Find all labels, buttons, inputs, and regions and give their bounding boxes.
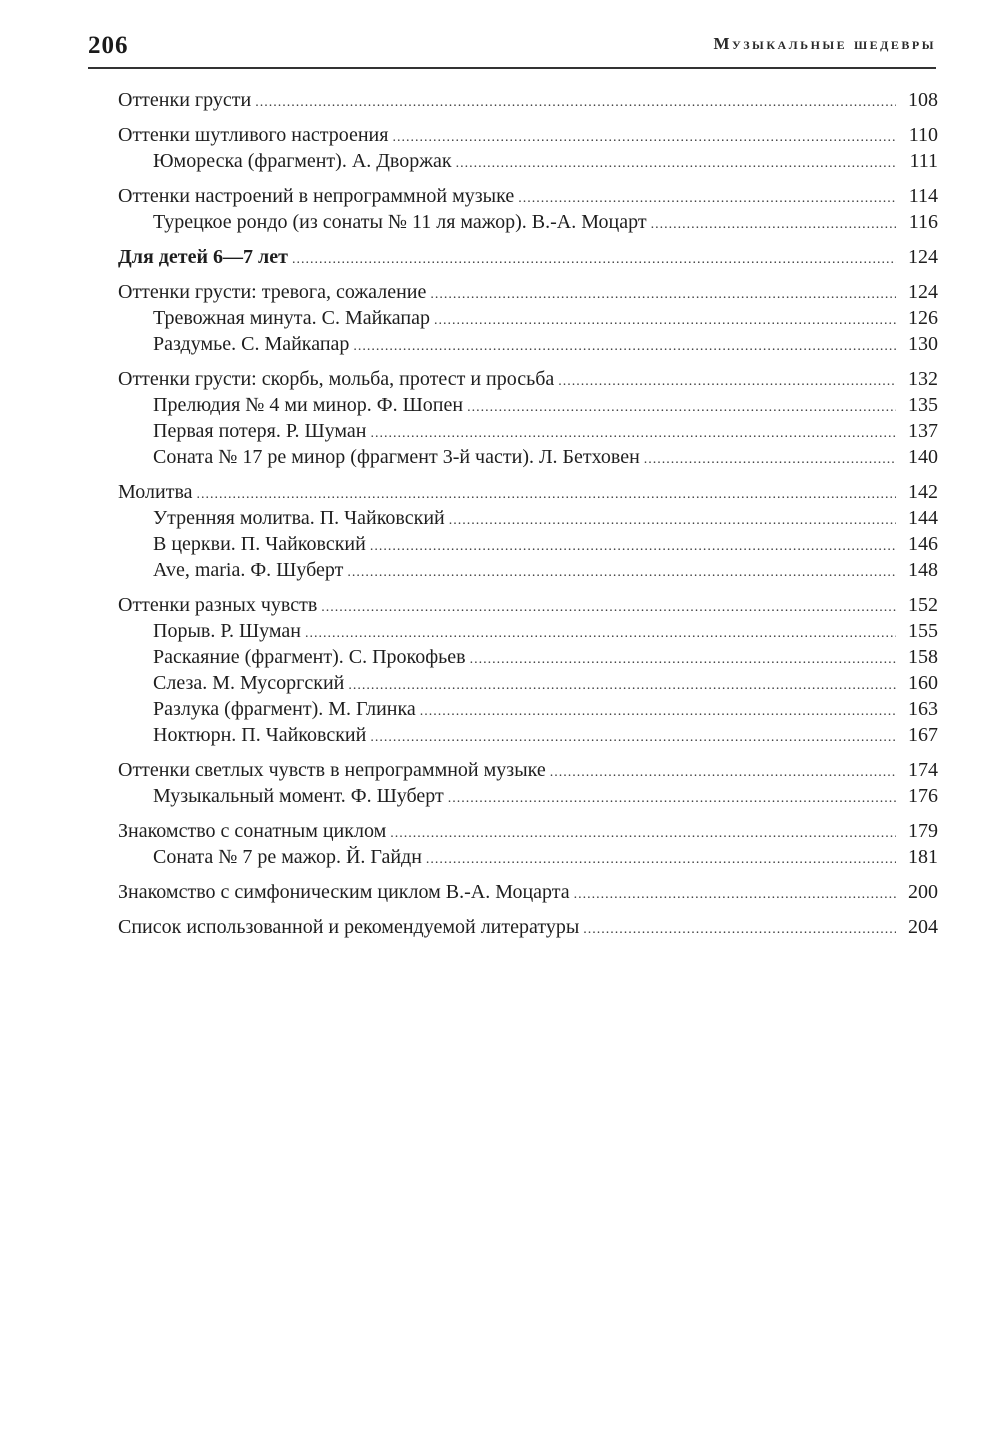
- toc-subentry-title: Музыкальный момент. Ф. Шуберт: [153, 785, 444, 807]
- toc-subentry: [118, 783, 938, 809]
- toc-subentry-title: Слеза. М. Мусоргский: [153, 672, 345, 694]
- toc-group: [118, 122, 938, 174]
- toc-entry: [118, 879, 938, 905]
- toc-subentry-title: Турецкое рондо (из сонаты № 11 ля мажор). В.-А. Моцарт: [153, 211, 647, 233]
- toc-subentry: [118, 618, 938, 644]
- toc-section-page: 124: [908, 246, 938, 268]
- toc-subentry: [118, 557, 938, 583]
- toc-entry-page: 124: [908, 281, 938, 303]
- toc-subentry: [118, 331, 938, 357]
- toc-subentry: [118, 505, 938, 531]
- toc-entry: [118, 818, 938, 844]
- toc-group: [118, 87, 938, 113]
- toc-entry: [118, 279, 938, 305]
- toc-subentry-page: 148: [908, 559, 938, 581]
- dot-leader: [353, 331, 896, 357]
- toc-subentry: [118, 209, 938, 235]
- toc-subentry-title: Раздумье. С. Майкапар: [153, 333, 350, 355]
- dot-leader: [574, 879, 896, 905]
- toc-group: [118, 757, 938, 809]
- dot-leader: [449, 505, 896, 531]
- toc-subentry-page: 111: [909, 150, 938, 172]
- toc-subentry-page: 116: [908, 211, 938, 233]
- toc-section-heading: [118, 244, 938, 270]
- toc-subentry-page: 158: [908, 646, 938, 668]
- dot-leader: [392, 122, 896, 148]
- toc-entry-page: 152: [908, 594, 938, 616]
- toc-entry-title: Оттенки грусти: [118, 89, 252, 111]
- toc-subentry: [118, 670, 938, 696]
- dot-leader: [518, 183, 896, 209]
- toc-subentry-title: Тревожная минута. С. Майкапар: [153, 307, 430, 329]
- running-title: Музыкальные шедевры: [713, 34, 936, 53]
- dot-leader: [370, 531, 896, 557]
- toc-group: [118, 279, 938, 357]
- toc-subentry: [118, 392, 938, 418]
- toc-entry-page: 179: [908, 820, 938, 842]
- dot-leader: [321, 592, 896, 618]
- dot-leader: [467, 392, 896, 418]
- toc-subentry: [118, 844, 938, 870]
- header-rule: [88, 67, 936, 69]
- toc-subentry-page: 144: [908, 507, 938, 529]
- toc-entry-title: Знакомство с симфоническим циклом В.-А. Моцарта: [118, 881, 570, 903]
- toc-subentry-title: Соната № 7 ре мажор. Й. Гайдн: [153, 846, 422, 868]
- dot-leader: [348, 670, 896, 696]
- dot-leader: [370, 418, 896, 444]
- toc-entry-page: 110: [908, 124, 938, 146]
- toc-entry-page: 132: [908, 368, 938, 390]
- dot-leader: [550, 757, 896, 783]
- page-number: 206: [88, 32, 129, 59]
- toc-subentry: [118, 444, 938, 470]
- dot-leader: [651, 209, 896, 235]
- toc-group: [118, 479, 938, 583]
- toc-subentry-title: Порыв. Р. Шуман: [153, 620, 301, 642]
- toc-entry-title: Оттенки шутливого настроения: [118, 124, 389, 146]
- dot-leader: [292, 244, 896, 270]
- dot-leader: [434, 305, 896, 331]
- dot-leader: [426, 844, 896, 870]
- toc-subentry-title: В церкви. П. Чайковский: [153, 533, 366, 555]
- toc-subentry-title: Юмореска (фрагмент). А. Дворжак: [153, 150, 452, 172]
- toc-subentry: [118, 531, 938, 557]
- toc-subentry-title: Соната № 17 ре минор (фрагмент 3-й части). Л. Бетховен: [153, 446, 640, 468]
- toc-subentry-page: 163: [908, 698, 938, 720]
- toc-subentry-title: Ноктюрн. П. Чайковский: [153, 724, 367, 746]
- toc-entry-title: Знакомство с сонатным циклом: [118, 820, 387, 842]
- toc-group: [118, 592, 938, 748]
- toc-entry: [118, 592, 938, 618]
- toc-entry: [118, 183, 938, 209]
- dot-leader: [347, 557, 896, 583]
- toc-entry-page: 204: [908, 916, 938, 938]
- dot-leader: [197, 479, 896, 505]
- toc-subentry-title: Разлука (фрагмент). М. Глинка: [153, 698, 416, 720]
- toc-subentry-title: Раскаяние (фрагмент). С. Прокофьев: [153, 646, 466, 668]
- toc-subentry: [118, 696, 938, 722]
- toc-entry-page: 114: [908, 185, 938, 207]
- toc-entry: [118, 479, 938, 505]
- toc-subentry: [118, 644, 938, 670]
- dot-leader: [456, 148, 896, 174]
- dot-leader: [558, 366, 896, 392]
- toc-entry: [118, 757, 938, 783]
- dot-leader: [255, 87, 896, 113]
- toc-subentry-page: 126: [908, 307, 938, 329]
- dot-leader: [583, 914, 896, 940]
- toc-subentry-page: 176: [908, 785, 938, 807]
- toc-subentry-page: 146: [908, 533, 938, 555]
- toc-subentry-title: Утренняя молитва. П. Чайковский: [153, 507, 445, 529]
- dot-leader: [370, 722, 896, 748]
- dot-leader: [644, 444, 896, 470]
- dot-leader: [430, 279, 896, 305]
- toc-group: [118, 879, 938, 905]
- toc-entry: [118, 122, 938, 148]
- toc-group: [118, 366, 938, 470]
- dot-leader: [305, 618, 896, 644]
- toc-entry-page: 142: [908, 481, 938, 503]
- toc-entry: [118, 914, 938, 940]
- toc-subentry-page: 140: [908, 446, 938, 468]
- toc-subentry-page: 160: [908, 672, 938, 694]
- toc-entry-title: Список использованной и рекомендуемой литературы: [118, 916, 580, 938]
- toc-subentry: [118, 722, 938, 748]
- toc-subentry-page: 137: [908, 420, 938, 442]
- toc-entry: [118, 87, 938, 113]
- table-of-contents: [118, 87, 938, 949]
- dot-leader: [390, 818, 896, 844]
- toc-subentry-page: 155: [908, 620, 938, 642]
- toc-subentry-page: 130: [908, 333, 938, 355]
- toc-subentry-title: Первая потеря. Р. Шуман: [153, 420, 367, 442]
- toc-entry-title: Оттенки настроений в непрограммной музыке: [118, 185, 515, 207]
- toc-subentry-page: 181: [908, 846, 938, 868]
- toc-subentry-title: Ave, maria. Ф. Шуберт: [153, 559, 344, 581]
- toc-entry-page: 200: [908, 881, 938, 903]
- dot-leader: [448, 783, 896, 809]
- toc-subentry-page: 135: [908, 394, 938, 416]
- toc-entry-title: Оттенки светлых чувств в непрограммной музыке: [118, 759, 546, 781]
- dot-leader: [470, 644, 896, 670]
- toc-subentry: [118, 305, 938, 331]
- toc-group: [118, 183, 938, 235]
- toc-group: [118, 914, 938, 940]
- toc-entry-title: Оттенки грусти: тревога, сожаление: [118, 281, 427, 303]
- toc-entry-title: Молитва: [118, 481, 193, 503]
- toc-entry-page: 174: [908, 759, 938, 781]
- toc-subentry: [118, 148, 938, 174]
- dot-leader: [420, 696, 896, 722]
- toc-group: [118, 244, 938, 270]
- toc-entry-title: Оттенки грусти: скорбь, мольба, протест и просьба: [118, 368, 555, 390]
- toc-subentry-title: Прелюдия № 4 ми минор. Ф. Шопен: [153, 394, 464, 416]
- toc-entry-title: Оттенки разных чувств: [118, 594, 318, 616]
- toc-section-title: Для детей 6—7 лет: [118, 246, 288, 268]
- toc-group: [118, 818, 938, 870]
- toc-entry: [118, 366, 938, 392]
- toc-subentry: [118, 418, 938, 444]
- toc-subentry-page: 167: [908, 724, 938, 746]
- toc-entry-page: 108: [908, 89, 938, 111]
